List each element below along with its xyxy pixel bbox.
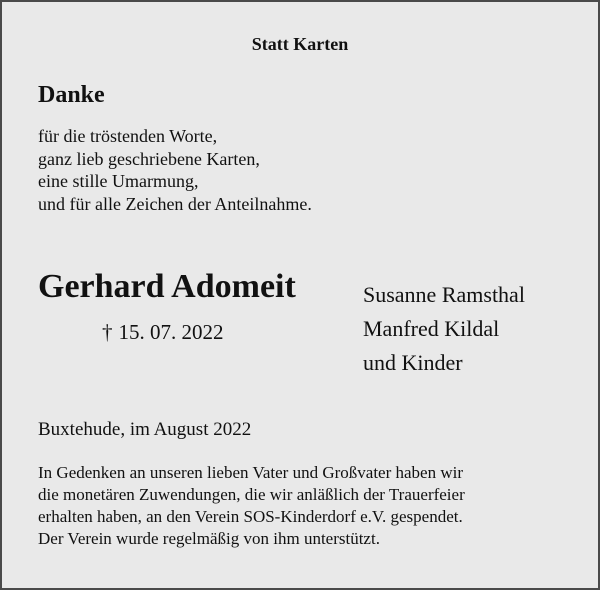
place-date: Buxtehude, im August 2022 xyxy=(38,419,252,440)
thanks-title: Danke xyxy=(38,82,105,108)
deceased-name: Gerhard Adomeit xyxy=(38,268,296,305)
cross-icon: † xyxy=(102,320,113,344)
mourner-name: Susanne Ramsthal xyxy=(363,282,525,307)
thanks-line: ganz lieb geschriebene Karten, xyxy=(38,148,260,169)
death-date: 15. 07. 2022 xyxy=(118,320,224,344)
mourners-list xyxy=(363,278,525,380)
thanks-message xyxy=(38,125,312,215)
memorial-donation-text xyxy=(38,462,465,550)
death-date-line xyxy=(102,320,224,345)
memorial-line: In Gedenken an unseren lieben Vater und Großvater haben wir xyxy=(38,463,463,482)
notice-header: Statt Karten xyxy=(251,34,349,54)
memorial-line: erhalten haben, an den Verein SOS-Kinderdorf e.V. gespendet. xyxy=(38,507,463,526)
thanks-line: eine stille Umarmung, xyxy=(38,171,199,191)
thanks-line: und für alle Zeichen der Anteilnahme. xyxy=(38,193,312,214)
memorial-line: die monetären Zuwendungen, die wir anläßlich der Trauerfeier xyxy=(38,485,465,504)
mourner-name: Manfred Kildal xyxy=(363,316,500,341)
mourner-name: und Kinder xyxy=(363,350,463,375)
memorial-line: Der Verein wurde regelmäßig von ihm unterstützt. xyxy=(38,529,380,548)
thanks-line: für die tröstenden Worte, xyxy=(38,126,218,146)
